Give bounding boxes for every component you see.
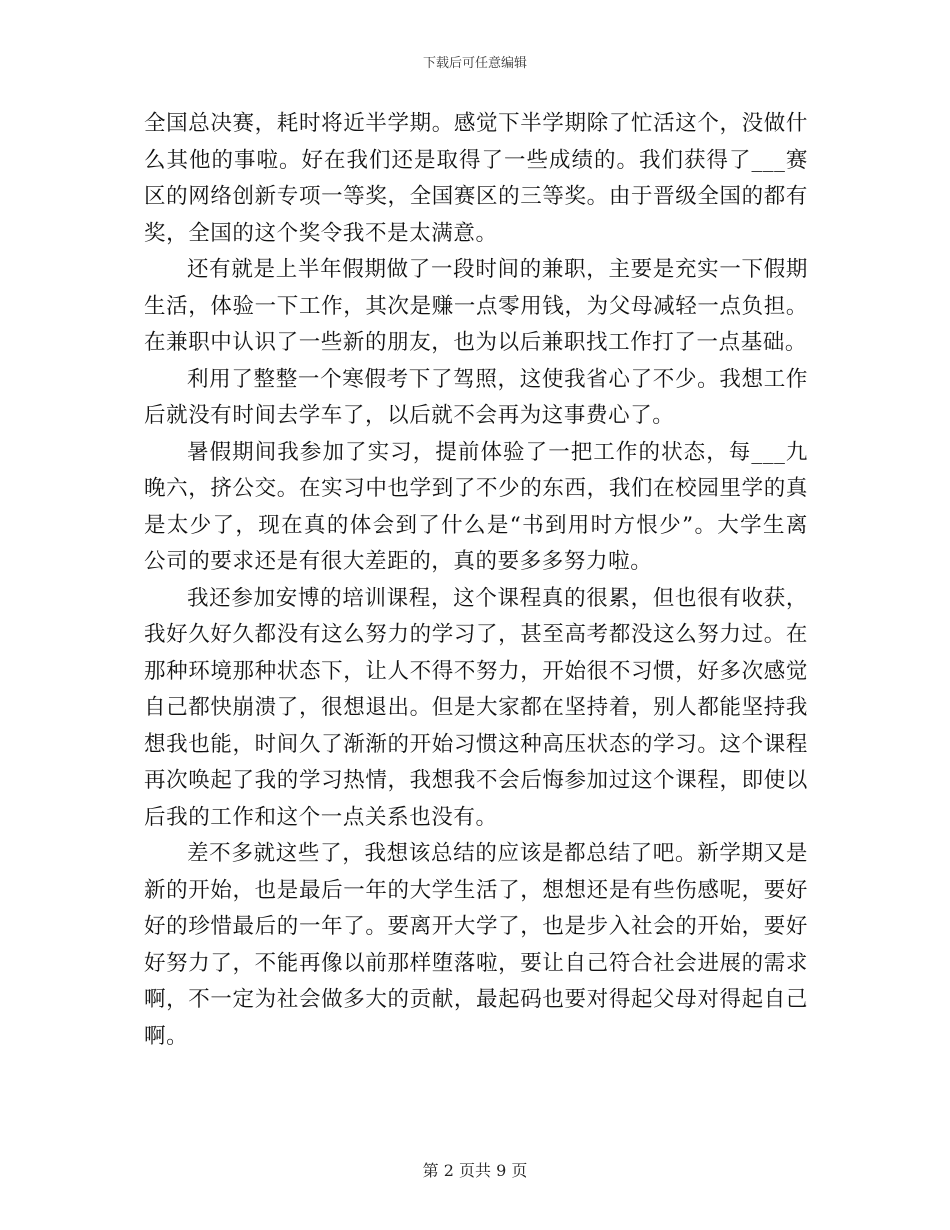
paragraph-5: 我还参加安博的培训课程，这个课程真的很累，但也很有收获，我好久好久都没有这么努力的学习了，甚至高考都没这么努力过。在那种环境那种状态下，让人不得不努力，开始很不习惯，好多次感觉自己都快崩溃了，很想退出。但是大家都在坚持着，别人都能坚持我想我也能，时间久了渐渐的开始习惯这种高压状态的学习。这个课程再次唤起了我的学习热情，我想我不会后悔参加过这个课程，即使以后我的工作和这个一点关系也没有。 <box>144 585 808 830</box>
page-header: 下载后可任意编辑 <box>422 56 527 71</box>
paragraph-3: 利用了整整一个寒假考下了驾照，这使我省心了不少。我想工作后就没有时间去学车了，以后就不会再为这事费心了。 <box>144 366 808 428</box>
paragraph-4: 暑假期间我参加了实习，提前体验了一把工作的状态，每___九晚六，挤公交。在实习中也学到了不少的东西，我们在校园里学的真是太少了，现在真的体会到了什么是“书到用时方恨少”。大学生离公司的要求还是有很大差距的，真的要多多努力啦。 <box>144 439 808 574</box>
page-number: 第 2 页共 9 页 <box>422 1161 528 1180</box>
document-body <box>144 106 808 1055</box>
paragraph-2: 还有就是上半年假期做了一段时间的兼职，主要是充实一下假期生活，体验一下工作，其次是赚一点零用钱，为父母减轻一点负担。在兼职中认识了一些新的朋友，也为以后兼职找工作打了一点基础。 <box>144 257 808 355</box>
paragraph-6: 差不多就这些了，我想该总结的应该是都总结了吧。新学期又是新的开始，也是最后一年的大学生活了，想想还是有些伤感呢，要好好的珍惜最后的一年了。要离开大学了，也是步入社会的开始，要好好努力了，不能再像以前那样堕落啦，要让自己符合社会进展的需求啊，不一定为社会做多大的贡献，最起码也要对得起父母对得起自己啊。 <box>144 841 808 1049</box>
paragraph-1: 全国总决赛，耗时将近半学期。感觉下半学期除了忙活这个，没做什么其他的事啦。好在我们还是取得了一些成绩的。我们获得了___赛区的网络创新专项一等奖，全国赛区的三等奖。由于晋级全国的都有奖，全国的这个奖令我不是太满意。 <box>144 111 808 246</box>
